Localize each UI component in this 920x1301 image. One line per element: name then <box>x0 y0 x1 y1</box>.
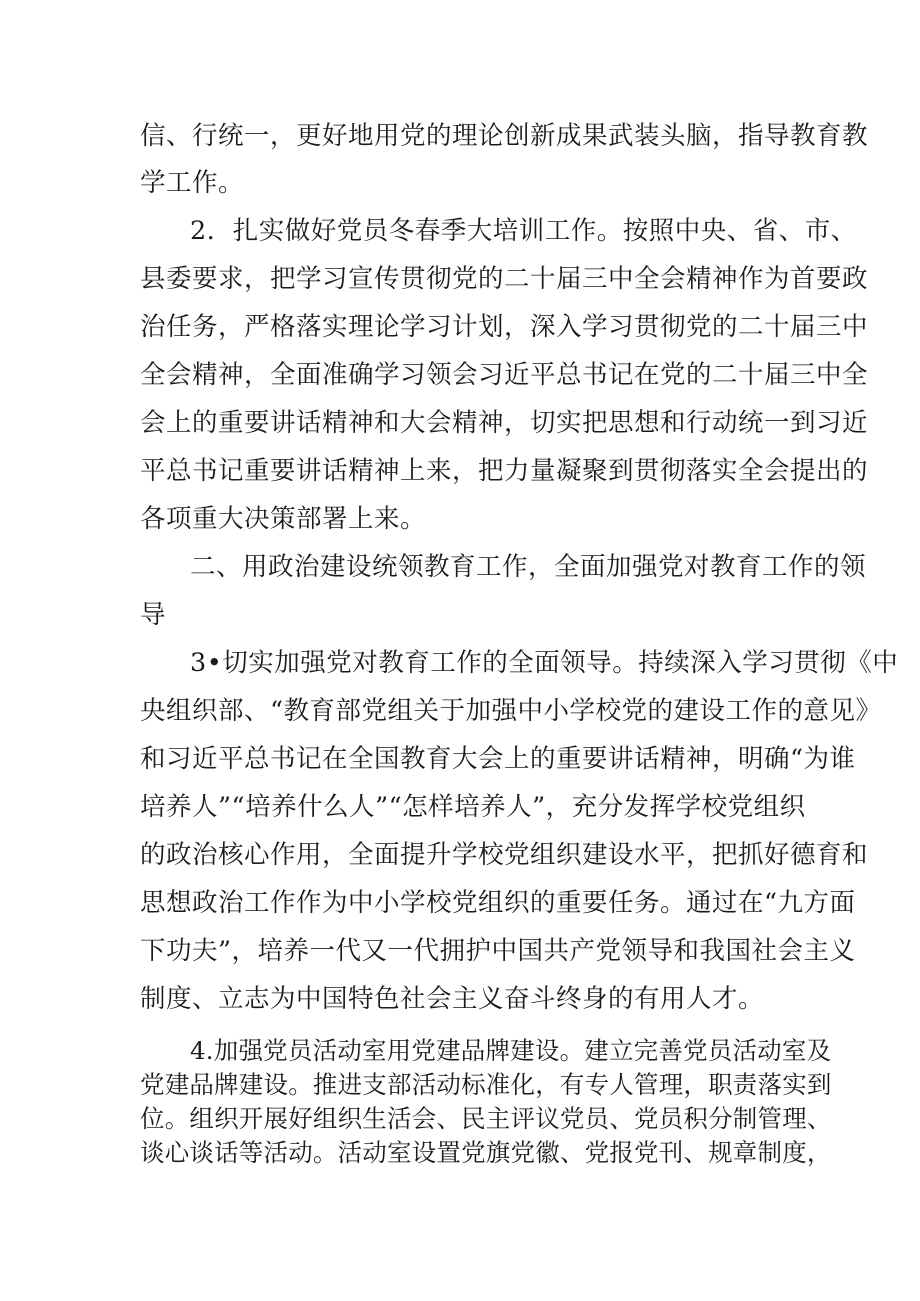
text-line: 位。组织开展好组织生活会、民主评议党员、党员积分制管理、 <box>140 1104 832 1133</box>
text-line: 培养人”“培养什么人”“怎样培养人”，充分发挥学校党组织 <box>140 792 806 822</box>
text-line: 治任务，严格落实理论学习计划，深入学习贯彻党的二十届三中 <box>140 312 869 342</box>
text-line: 下功夫”，培养一代又一代拥护中国共产党领导和我国社会主义 <box>140 936 856 966</box>
text-line: 和习近平总书记在全国教育大会上的重要讲话精神，明确“为谁 <box>140 744 856 774</box>
text-line: 2．扎实做好党员冬春季大培训工作。按照中央、省、市、 <box>190 216 857 246</box>
text-line: 平总书记重要讲话精神上来，把力量凝聚到贯彻落实全会提出的 <box>140 456 869 486</box>
text-line: 央组织部、“教育部党组关于加强中小学校党的建设工作的意见》 <box>140 696 882 726</box>
text-line: 谈心谈话等活动。活动室设置党旗党徽、党报党刊、规章制度， <box>140 1138 832 1167</box>
text-line: 的政治核心作用，全面提升学校党组织建设水平，把抓好德育和 <box>140 840 869 870</box>
section-heading: 二、用政治建设统领教育工作，全面加强党对教育工作的领 <box>190 552 867 582</box>
text-line: 制度、立志为中国特色社会主义奋斗终身的有用人才。 <box>140 984 765 1014</box>
text-line: 县委要求，把学习宣传贯彻党的二十届三中全会精神作为首要政 <box>140 264 869 294</box>
text-line: 党建品牌建设。推进支部活动标准化，有专人管理，职责落实到 <box>140 1070 832 1099</box>
text-line: 会上的重要讲话精神和大会精神，切实把思想和行动统一到习近 <box>140 408 869 438</box>
text-line: 4.加强党员活动室用党建品牌建设。建立完善党员活动室及 <box>190 1036 832 1065</box>
text-line: 思想政治工作作为中小学校党组织的重要任务。通过在“九方面 <box>140 888 856 918</box>
section-heading: 导 <box>140 600 167 630</box>
text-line: 学工作。 <box>140 168 245 198</box>
text-line: 3•切实加强党对教育工作的全面领导。持续深入学习贯彻《中 <box>190 648 899 678</box>
text-line: 各项重大决策部署上来。 <box>140 504 427 534</box>
text-line: 全会精神，全面准确学习领会习近平总书记在党的二十届三中全 <box>140 360 869 390</box>
text-line: 信、行统一，更好地用党的理论创新成果武装头脑，指导教育教 <box>140 121 869 151</box>
